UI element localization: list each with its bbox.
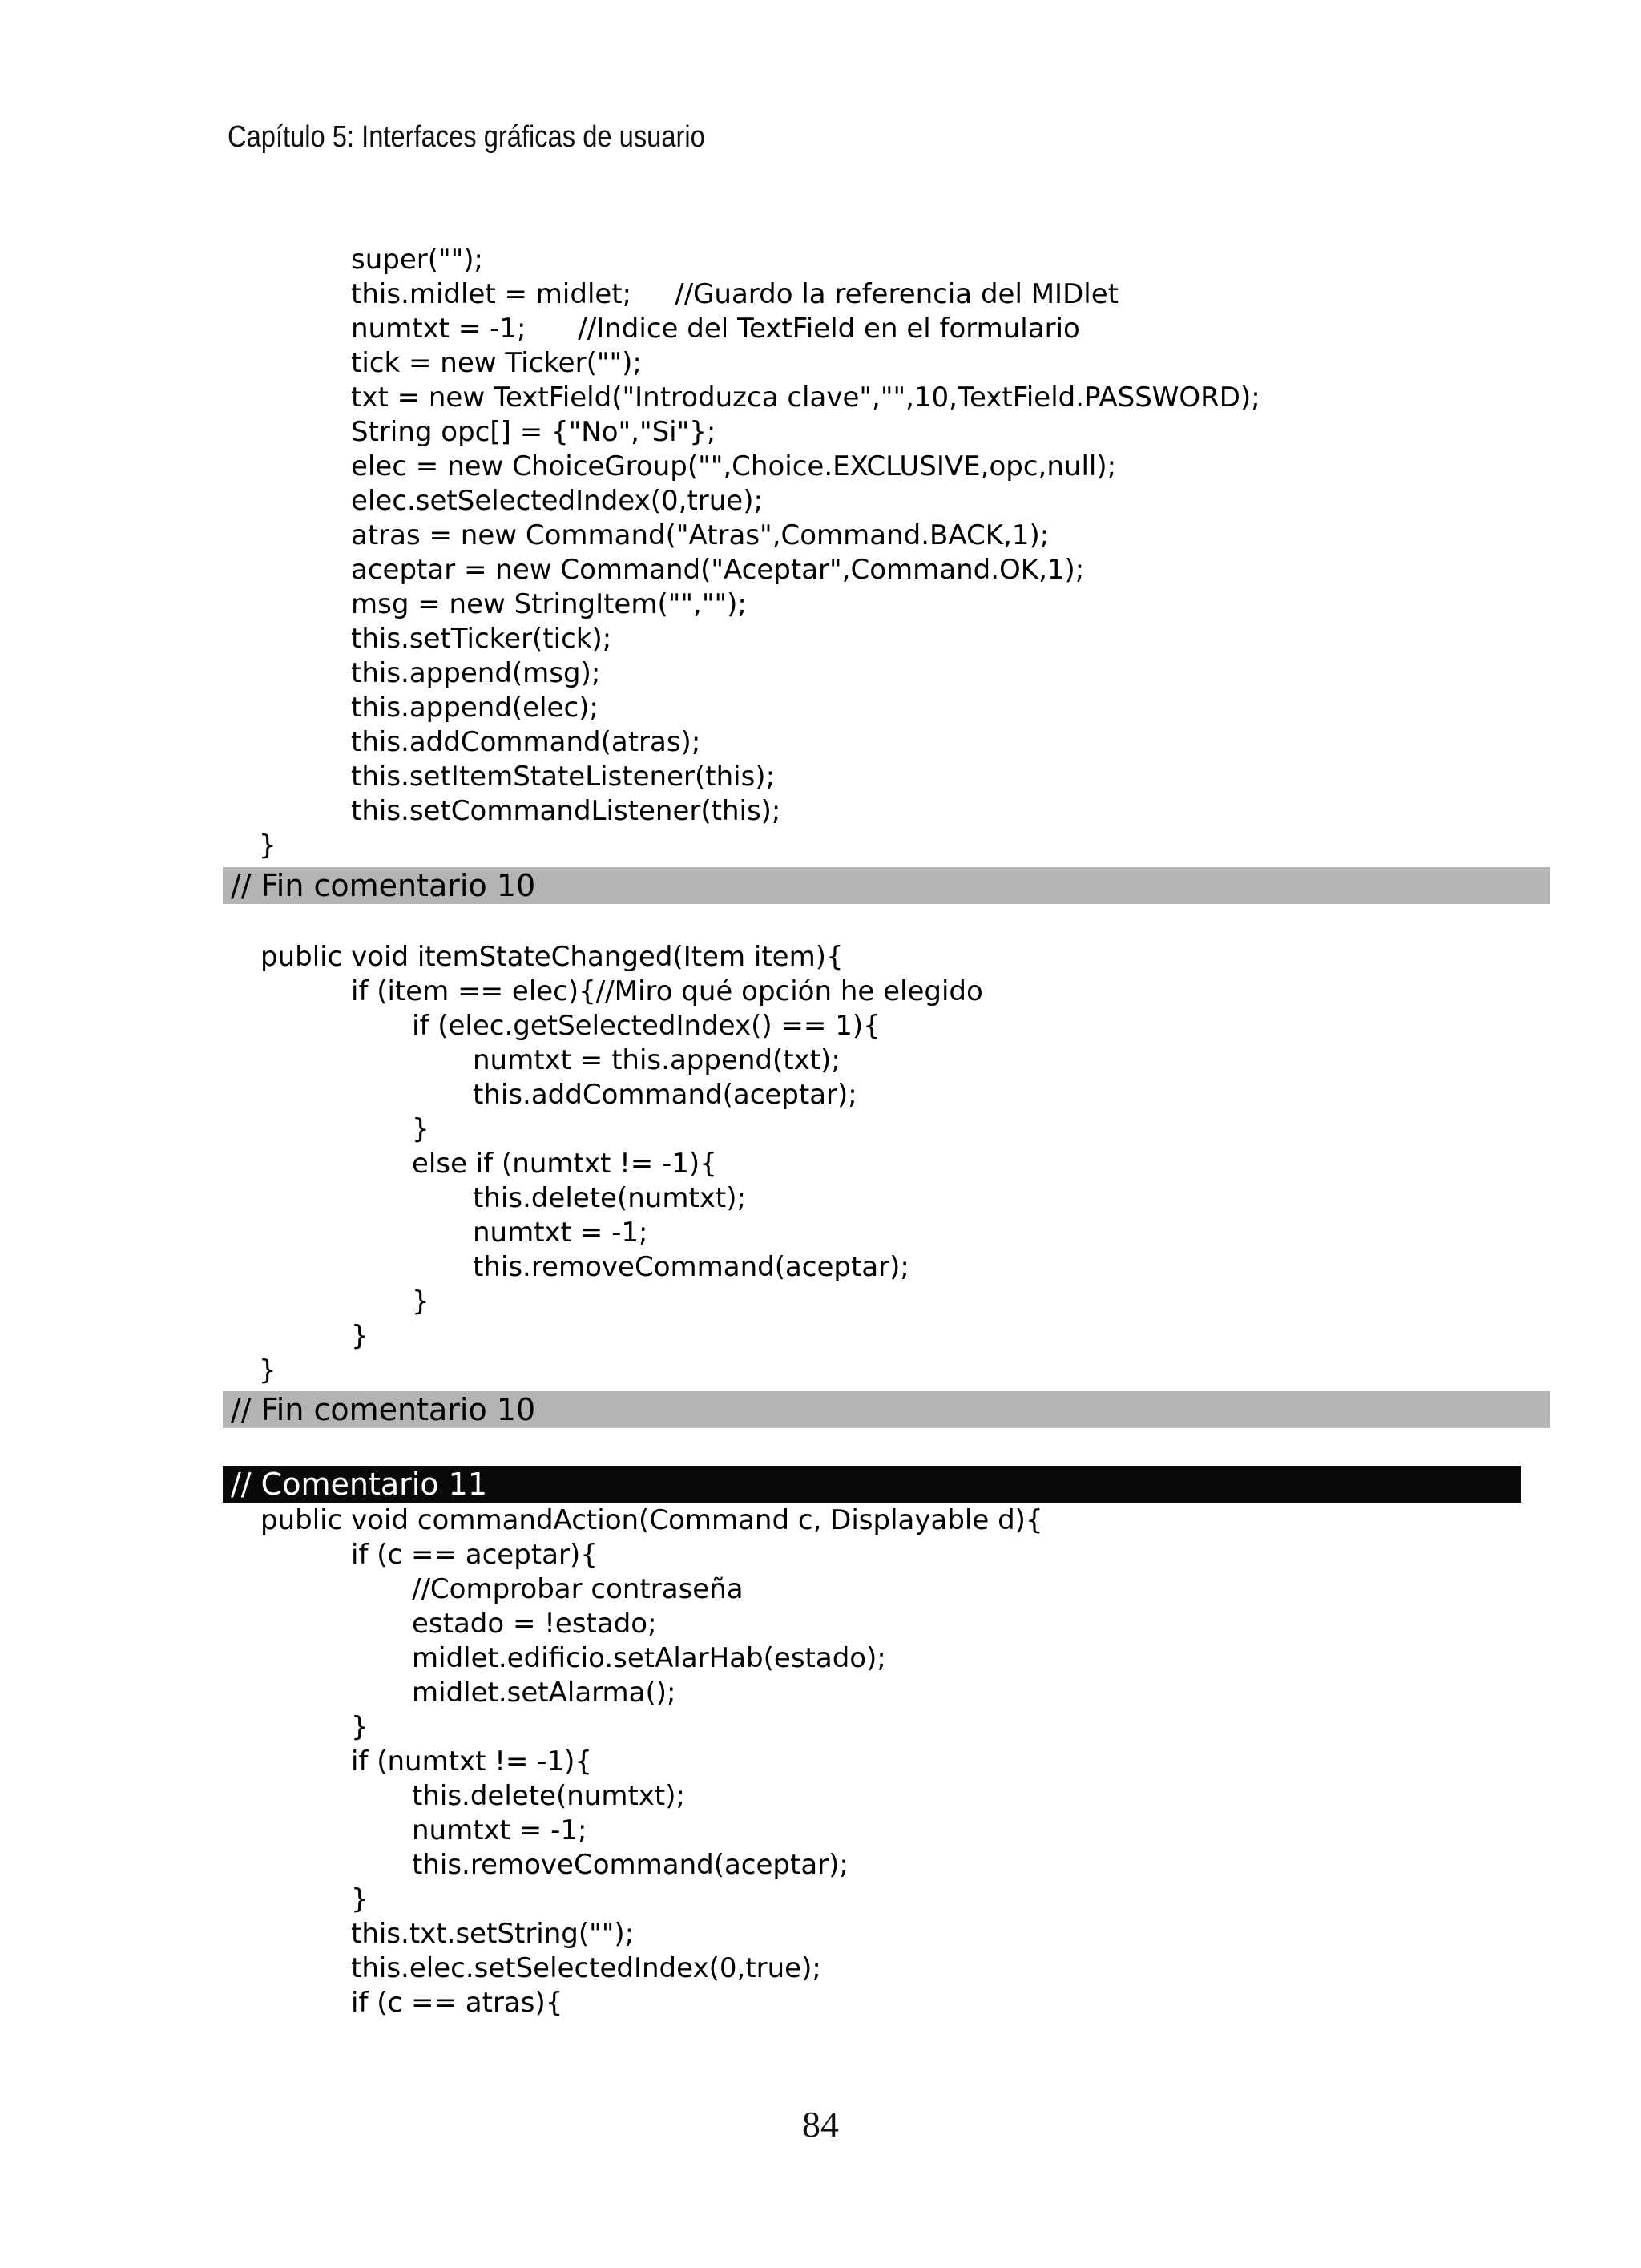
code-line: numtxt = this.append(txt); xyxy=(473,1044,841,1076)
code-line: this.append(msg); xyxy=(351,657,601,689)
code-line: this.delete(numtxt); xyxy=(473,1182,746,1214)
comment-bar-fin-10-second: // Fin comentario 10 xyxy=(223,1391,1550,1428)
code-line: else if (numtxt != -1){ xyxy=(412,1148,717,1180)
code-line: } xyxy=(351,1711,369,1743)
code-line: this.midlet = midlet; //Guardo la referencia del MIDlet xyxy=(351,278,1119,310)
code-line: if (elec.getSelectedIndex() == 1){ xyxy=(412,1010,881,1042)
code-line: this.addCommand(aceptar); xyxy=(473,1079,857,1111)
code-line: if (c == atras){ xyxy=(351,1987,563,2019)
code-line: midlet.edificio.setAlarHab(estado); xyxy=(412,1642,886,1674)
code-line: if (c == aceptar){ xyxy=(351,1539,598,1571)
code-line: this.removeCommand(aceptar); xyxy=(412,1849,849,1881)
code-line: } xyxy=(351,1320,369,1352)
code-line: String opc[] = {"No","Si"}; xyxy=(351,416,716,448)
code-line: this.removeCommand(aceptar); xyxy=(473,1251,909,1283)
code-line: this.addCommand(atras); xyxy=(351,726,701,758)
code-line: } xyxy=(351,1883,369,1915)
code-line: this.delete(numtxt); xyxy=(412,1780,685,1812)
code-line: } xyxy=(259,1354,276,1386)
code-line: this.elec.setSelectedIndex(0,true); xyxy=(351,1952,821,1984)
code-line: this.append(elec); xyxy=(351,692,599,724)
code-line: estado = !estado; xyxy=(412,1608,657,1640)
code-line: elec.setSelectedIndex(0,true); xyxy=(351,485,763,517)
code-line: this.setItemStateListener(this); xyxy=(351,761,776,793)
code-line: midlet.setAlarma(); xyxy=(412,1677,676,1709)
code-line: if (numtxt != -1){ xyxy=(351,1745,593,1778)
code-line: msg = new StringItem("",""); xyxy=(351,588,747,620)
code-line: numtxt = -1; xyxy=(473,1217,648,1249)
code-line: numtxt = -1; xyxy=(412,1814,587,1846)
comment-bar-comentario-11: // Comentario 11 xyxy=(223,1466,1521,1503)
code-line: public void commandAction(Command c, Displayable d){ xyxy=(260,1504,1043,1536)
code-line: this.setTicker(tick); xyxy=(351,623,612,655)
code-line: } xyxy=(412,1113,429,1145)
code-line: elec = new ChoiceGroup("",Choice.EXCLUSIVE,opc,null); xyxy=(351,450,1117,482)
code-line: //Comprobar contraseña xyxy=(412,1573,744,1605)
code-line-closing-brace: } xyxy=(259,829,276,862)
code-line: tick = new Ticker(""); xyxy=(351,347,642,379)
code-line: numtxt = -1; //Indice del TextField en el formulario xyxy=(351,313,1080,345)
code-line: if (item == elec){//Miro qué opción he elegido xyxy=(351,975,983,1007)
running-header: Capítulo 5: Interfaces gráficas de usuario xyxy=(228,120,705,154)
page-number: 84 xyxy=(802,2104,839,2145)
code-line: txt = new TextField("Introduzca clave","",10,TextField.PASSWORD); xyxy=(351,381,1260,414)
code-line: this.txt.setString(""); xyxy=(351,1918,635,1950)
code-line: public void itemStateChanged(Item item){ xyxy=(260,941,844,973)
code-line: } xyxy=(412,1285,429,1318)
code-line: super(""); xyxy=(351,244,484,276)
code-line: atras = new Command("Atras",Command.BACK,1); xyxy=(351,519,1050,551)
code-line: this.setCommandListener(this); xyxy=(351,795,781,827)
code-line: aceptar = new Command("Aceptar",Command.OK,1); xyxy=(351,554,1085,586)
comment-bar-fin-10: // Fin comentario 10 xyxy=(223,867,1550,904)
